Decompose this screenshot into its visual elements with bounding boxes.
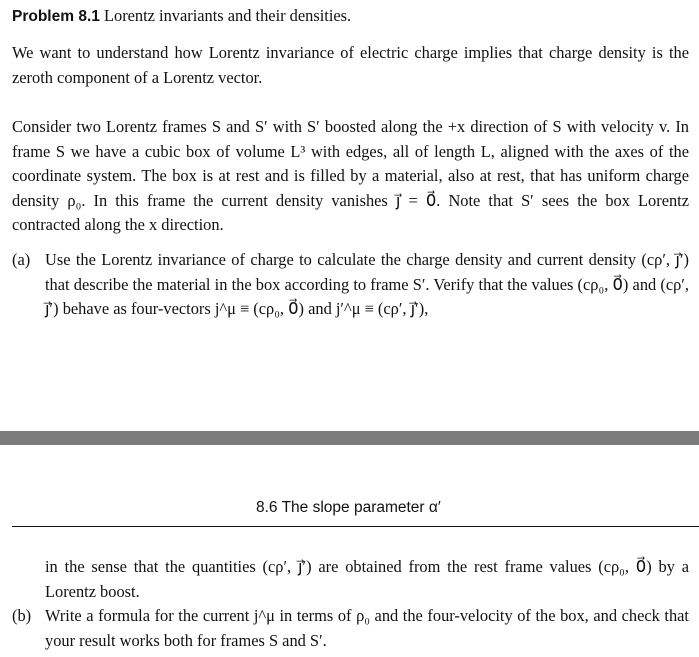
part-a-continuation: in the sense that the quantities (cρ′, j⃗′) are obtained from the rest frame values (cρ₀, 0⃗) by a Lorentz boost. [45, 557, 689, 601]
problem-label: Problem 8.1 [12, 8, 100, 25]
setup-paragraph: Consider two Lorentz frames S and S′ with S′ boosted along the +x direction of S with velocity v. In frame S we have a cubic box of volume L³ with edges, all of length L, aligned with the axes of the coordinate system. The box is at rest and is filled by a material, also at rest, that has uniform charge density ρ₀. In this frame the current density vanishes j⃗ = 0⃗. Note that S′ sees the box Lorentz contracted along the x direction. [12, 117, 689, 235]
part-b-label: (b) [12, 606, 32, 625]
part-b [12, 604, 689, 653]
part-a-label: (a) [12, 250, 31, 269]
header-rule [12, 526, 699, 527]
part-b-text: Write a formula for the current j^μ in terms of ρ₀ and the four-velocity of the box, and check that your result works both for frames S and S′. [45, 606, 689, 650]
running-head: 8.6 The slope parameter α′ [256, 499, 441, 516]
part-a-text: Use the Lorentz invariance of charge to calculate the charge density and current density (cρ′, j⃗′) that describe the material in the box according to frame S′. Verify that the values (cρ₀, 0⃗) and (cρ′, j⃗′) behave as four-vectors j^μ ≡ (cρ₀, 0⃗) and j′^μ ≡ (cρ′, j⃗′), [45, 250, 689, 319]
page-divider [0, 431, 699, 445]
problem-title: Lorentz invariants and their densities. [103, 6, 352, 25]
intro-paragraph: We want to understand how Lorentz invariance of electric charge implies that charge density is the zeroth component of a Lorentz vector. [12, 43, 689, 87]
problem-heading [12, 4, 351, 29]
part-a [12, 248, 689, 322]
